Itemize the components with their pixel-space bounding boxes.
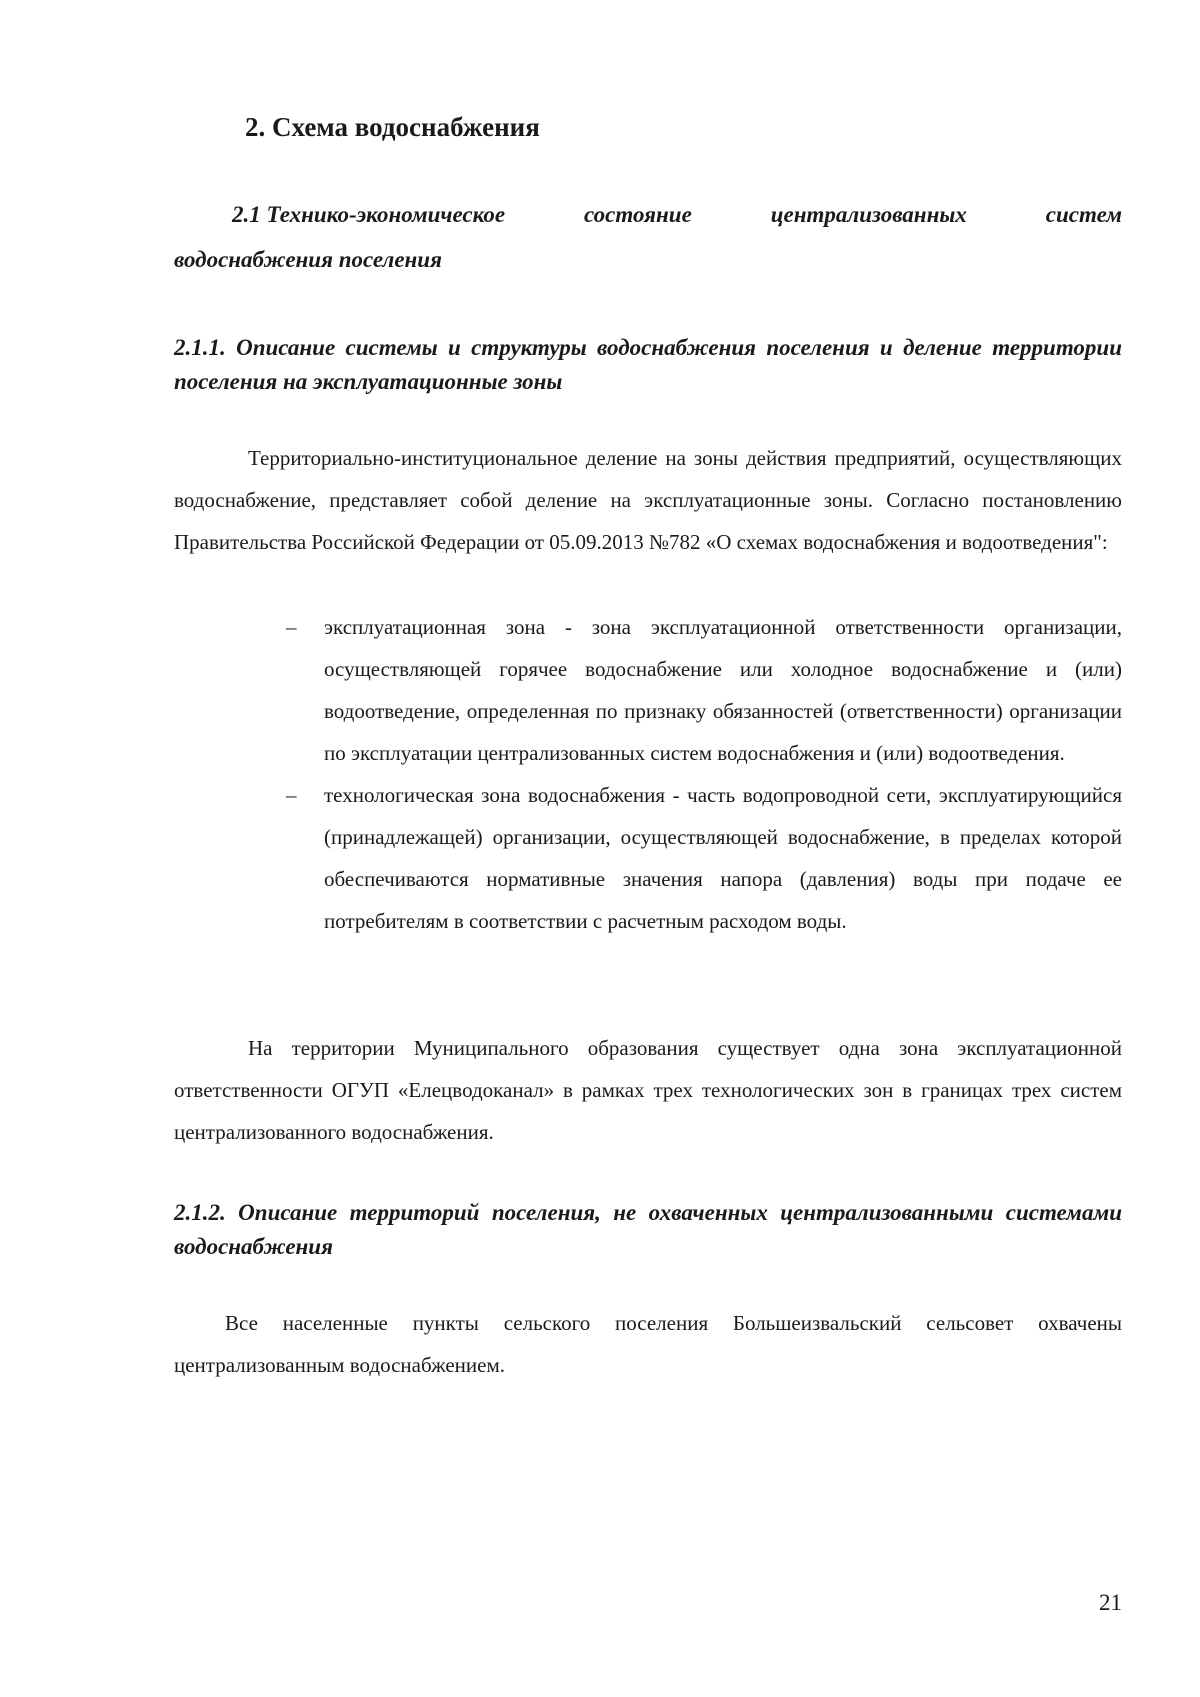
heading-word: состояние — [584, 202, 692, 227]
list-item-text: эксплуатационная зона - зона эксплуатационной ответственности организации, осуществляющей горячее водоснабжение или холодное водоснабжение и (или) водоотведение, определенная по признаку обязанностей (ответственности) организации по эксплуатации централизованных систем водоснабжения и (или) водоотведения. — [324, 615, 1122, 765]
heading-word: централизованных — [770, 202, 967, 227]
dash-bullet: – — [286, 783, 297, 807]
section-2-1-heading-line1 — [174, 192, 1122, 237]
section-2-1-2-heading: 2.1.2. Описание территорий поселения, не охваченных централизованными системами водоснабжения — [174, 1200, 1122, 1259]
heading-word: систем — [1045, 202, 1122, 227]
list-item-text: технологическая зона водоснабжения - часть водопроводной сети, эксплуатирующийся (принадлежащей) организации, осуществляющей водоснабжение, в пределах которой обеспечиваются нормативные значения напора (давления) воды при подаче ее потребителям в соответствии с расчетным расходом воды. — [324, 783, 1122, 933]
paragraph-zones-intro: Территориально-институциональное деление на зоны действия предприятий, осуществляющих водоснабжение, представляет собой деление на эксплуатационные зоны. Согласно постановлению Правительства Российской Федерации от 05.09.2013 №782 «О схемах водоснабжения и водоотведения": — [174, 446, 1122, 554]
section-2-1-1-heading: 2.1.1. Описание системы и структуры водоснабжения поселения и деление территории поселения на эксплуатационные зоны — [174, 335, 1122, 394]
definitions-list — [174, 606, 1122, 942]
paragraph-coverage: Все населенные пункты сельского поселения Большеизвальский сельсовет охвачены централизованным водоснабжением. — [174, 1311, 1122, 1377]
paragraph-operational-zone: На территории Муниципального образования существует одна зона эксплуатационной ответственности ОГУП «Елецводоканал» в рамках трех технологических зон в границах трех систем централизованного водоснабжения. — [174, 1036, 1122, 1144]
list-item — [174, 606, 1122, 774]
list-item — [174, 774, 1122, 942]
heading-word: 2.1 Технико-экономическое — [232, 202, 506, 227]
page-number: 21 — [1099, 1590, 1122, 1615]
section-2-1-heading-line2: водоснабжения поселения — [174, 247, 442, 272]
main-heading: 2. Схема водоснабжения — [245, 112, 540, 142]
dash-bullet: – — [286, 615, 297, 639]
section-2-1-heading — [174, 192, 1122, 282]
